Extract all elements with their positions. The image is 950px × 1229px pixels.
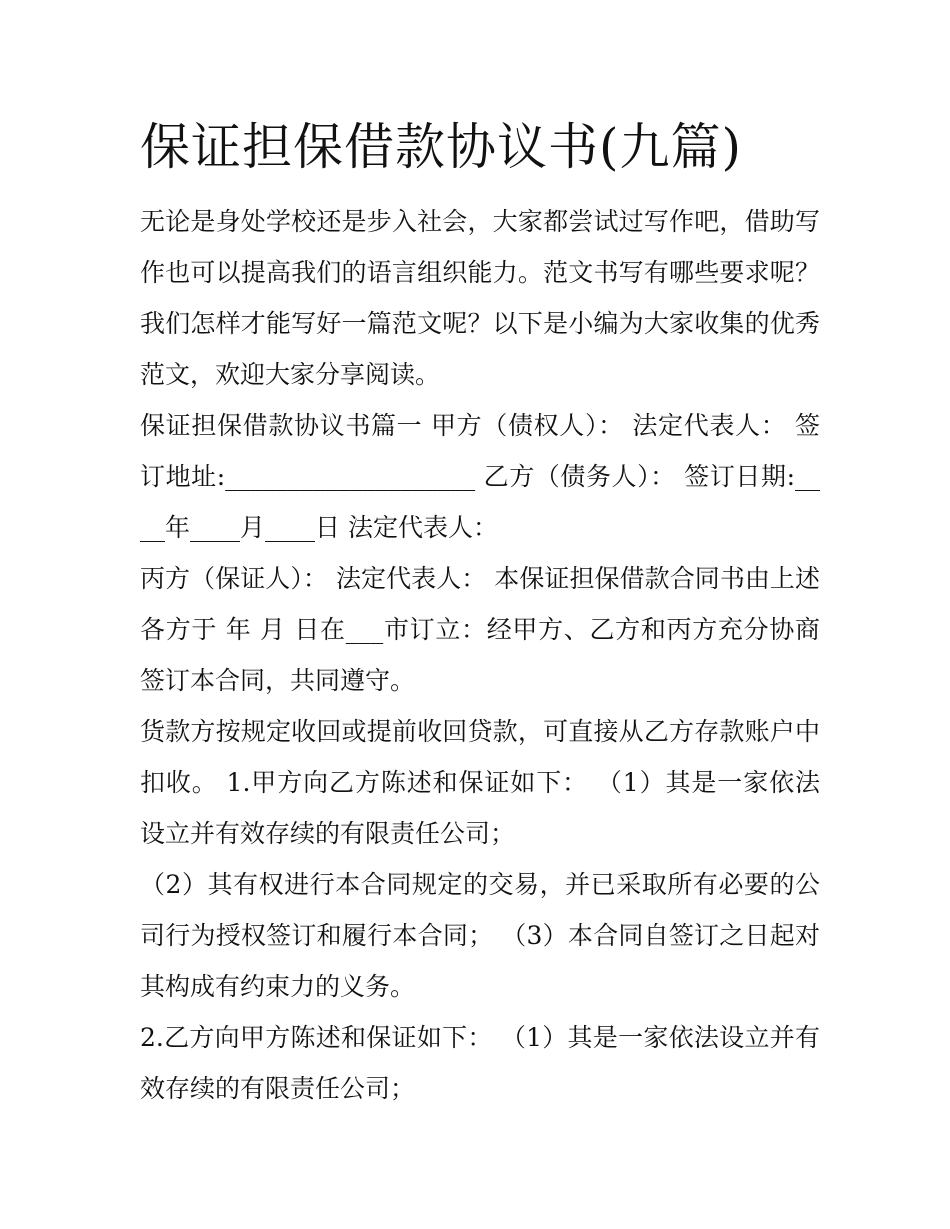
paragraph-guarantor: 丙方（保证人）： 法定代表人： 本保证担保借款合同书由上述各方于 年 月 日在___市订立：经甲方、乙方和丙方充分协商签订本合同，共同遵守。 <box>140 564 820 695</box>
paragraph-lender-representations: 货款方按规定收回或提前收回贷款，可直接从乙方存款账户中扣收。 1.甲方向乙方陈述和保证如下： （1）其是一家依法设立并有效存续的有限责任公司； <box>140 717 820 848</box>
paragraph-parties: 保证担保借款协议书篇一 甲方（债权人）： 法定代表人： 签订地址:____________________ 乙方（债务人）： 签订日期:____年____月____日 法定代表人： <box>140 411 820 542</box>
paragraph-intro: 无论是身处学校还是步入社会，大家都尝试过写作吧，借助写作也可以提高我们的语言组织能力。范文书写有哪些要求呢？我们怎样才能写好一篇范文呢？以下是小编为大家收集的优秀范文，欢迎大家分享阅读。 <box>140 207 820 389</box>
document-page <box>140 112 820 1114</box>
paragraph-authority: （2）其有权进行本合同规定的交易，并已采取所有必要的公司行为授权签订和履行本合同； （3）本合同自签订之日起对其构成有约束力的义务。 <box>140 870 820 1001</box>
document-title: 保证担保借款协议书(九篇) <box>140 118 743 176</box>
paragraph-borrower-representations: 2.乙方向甲方陈述和保证如下： （1）其是一家依法设立并有效存续的有限责任公司； <box>140 1023 820 1103</box>
